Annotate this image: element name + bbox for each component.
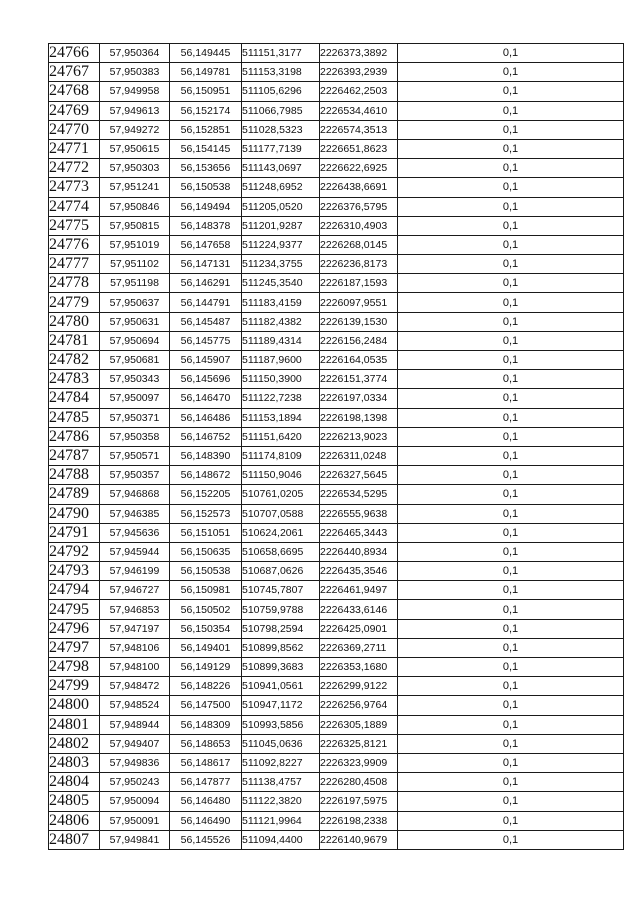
- latitude-cell: 57,950358: [100, 427, 170, 446]
- accuracy-cell: 0,1: [398, 619, 624, 638]
- x-coordinate-cell: 510761,0205: [242, 485, 320, 504]
- table-row: [49, 638, 624, 657]
- table-row: [49, 830, 624, 849]
- latitude-cell: 57,945636: [100, 523, 170, 542]
- x-coordinate-cell: 511121,9964: [242, 811, 320, 830]
- point-number-cell: 24768: [49, 82, 100, 101]
- y-coordinate-cell: 2226462,2503: [320, 82, 398, 101]
- x-coordinate-cell: 511183,4159: [242, 293, 320, 312]
- table-row: [49, 773, 624, 792]
- accuracy-cell: 0,1: [398, 427, 624, 446]
- latitude-cell: 57,950094: [100, 792, 170, 811]
- y-coordinate-cell: 2226433,6146: [320, 600, 398, 619]
- accuracy-cell: 0,1: [398, 753, 624, 772]
- y-coordinate-cell: 2226393,2939: [320, 63, 398, 82]
- accuracy-cell: 0,1: [398, 600, 624, 619]
- accuracy-cell: 0,1: [398, 351, 624, 370]
- y-coordinate-cell: 2226256,9764: [320, 696, 398, 715]
- accuracy-cell: 0,1: [398, 216, 624, 235]
- point-number-cell: 24801: [49, 715, 100, 734]
- accuracy-cell: 0,1: [398, 293, 624, 312]
- point-number-cell: 24787: [49, 446, 100, 465]
- point-number-cell: 24804: [49, 773, 100, 792]
- y-coordinate-cell: 2226440,8934: [320, 542, 398, 561]
- latitude-cell: 57,950343: [100, 370, 170, 389]
- accuracy-cell: 0,1: [398, 63, 624, 82]
- table-row: [49, 523, 624, 542]
- x-coordinate-cell: 511248,6952: [242, 178, 320, 197]
- longitude-cell: 56,152851: [170, 120, 242, 139]
- table-row: [49, 178, 624, 197]
- point-number-cell: 24779: [49, 293, 100, 312]
- y-coordinate-cell: 2226198,2338: [320, 811, 398, 830]
- accuracy-cell: 0,1: [398, 446, 624, 465]
- latitude-cell: 57,950615: [100, 139, 170, 158]
- latitude-cell: 57,946199: [100, 562, 170, 581]
- point-number-cell: 24783: [49, 370, 100, 389]
- accuracy-cell: 0,1: [398, 523, 624, 542]
- coordinates-table: [48, 43, 624, 850]
- latitude-cell: 57,949841: [100, 830, 170, 849]
- latitude-cell: 57,946727: [100, 581, 170, 600]
- table-row: [49, 331, 624, 350]
- y-coordinate-cell: 2226461,9497: [320, 581, 398, 600]
- x-coordinate-cell: 510993,5856: [242, 715, 320, 734]
- point-number-cell: 24780: [49, 312, 100, 331]
- point-number-cell: 24789: [49, 485, 100, 504]
- latitude-cell: 57,950243: [100, 773, 170, 792]
- longitude-cell: 56,148617: [170, 753, 242, 772]
- accuracy-cell: 0,1: [398, 44, 624, 63]
- longitude-cell: 56,147500: [170, 696, 242, 715]
- longitude-cell: 56,150354: [170, 619, 242, 638]
- point-number-cell: 24767: [49, 63, 100, 82]
- x-coordinate-cell: 511045,0636: [242, 734, 320, 753]
- latitude-cell: 57,950383: [100, 63, 170, 82]
- point-number-cell: 24800: [49, 696, 100, 715]
- latitude-cell: 57,945944: [100, 542, 170, 561]
- y-coordinate-cell: 2226311,0248: [320, 446, 398, 465]
- y-coordinate-cell: 2226305,1889: [320, 715, 398, 734]
- accuracy-cell: 0,1: [398, 504, 624, 523]
- x-coordinate-cell: 511174,8109: [242, 446, 320, 465]
- latitude-cell: 57,950631: [100, 312, 170, 331]
- y-coordinate-cell: 2226097,9551: [320, 293, 398, 312]
- point-number-cell: 24785: [49, 408, 100, 427]
- point-number-cell: 24774: [49, 197, 100, 216]
- x-coordinate-cell: 511234,3755: [242, 255, 320, 274]
- table-row: [49, 274, 624, 293]
- y-coordinate-cell: 2226197,0334: [320, 389, 398, 408]
- x-coordinate-cell: 510941,0561: [242, 677, 320, 696]
- table-row: [49, 120, 624, 139]
- x-coordinate-cell: 511245,3540: [242, 274, 320, 293]
- accuracy-cell: 0,1: [398, 830, 624, 849]
- latitude-cell: 57,948524: [100, 696, 170, 715]
- accuracy-cell: 0,1: [398, 581, 624, 600]
- x-coordinate-cell: 510658,6695: [242, 542, 320, 561]
- table-row: [49, 216, 624, 235]
- table-row: [49, 389, 624, 408]
- table-row: [49, 811, 624, 830]
- accuracy-cell: 0,1: [398, 389, 624, 408]
- y-coordinate-cell: 2226651,8623: [320, 139, 398, 158]
- latitude-cell: 57,950364: [100, 44, 170, 63]
- x-coordinate-cell: 510947,1172: [242, 696, 320, 715]
- x-coordinate-cell: 511150,3900: [242, 370, 320, 389]
- y-coordinate-cell: 2226435,3546: [320, 562, 398, 581]
- longitude-cell: 56,152205: [170, 485, 242, 504]
- longitude-cell: 56,146470: [170, 389, 242, 408]
- point-number-cell: 24794: [49, 581, 100, 600]
- accuracy-cell: 0,1: [398, 562, 624, 581]
- table-row: [49, 696, 624, 715]
- latitude-cell: 57,951241: [100, 178, 170, 197]
- point-number-cell: 24788: [49, 466, 100, 485]
- x-coordinate-cell: 511205,0520: [242, 197, 320, 216]
- x-coordinate-cell: 511122,7238: [242, 389, 320, 408]
- longitude-cell: 56,150502: [170, 600, 242, 619]
- latitude-cell: 57,948106: [100, 638, 170, 657]
- table-row: [49, 562, 624, 581]
- table-row: [49, 293, 624, 312]
- x-coordinate-cell: 511177,7139: [242, 139, 320, 158]
- latitude-cell: 57,950681: [100, 351, 170, 370]
- accuracy-cell: 0,1: [398, 485, 624, 504]
- table-row: [49, 600, 624, 619]
- longitude-cell: 56,148672: [170, 466, 242, 485]
- y-coordinate-cell: 2226534,5295: [320, 485, 398, 504]
- table-row: [49, 792, 624, 811]
- y-coordinate-cell: 2226310,4903: [320, 216, 398, 235]
- point-number-cell: 24807: [49, 830, 100, 849]
- point-number-cell: 24782: [49, 351, 100, 370]
- table-row: [49, 658, 624, 677]
- point-number-cell: 24797: [49, 638, 100, 657]
- longitude-cell: 56,145696: [170, 370, 242, 389]
- point-number-cell: 24778: [49, 274, 100, 293]
- latitude-cell: 57,946853: [100, 600, 170, 619]
- x-coordinate-cell: 510707,0588: [242, 504, 320, 523]
- point-number-cell: 24776: [49, 235, 100, 254]
- y-coordinate-cell: 2226187,1593: [320, 274, 398, 293]
- table-row: [49, 446, 624, 465]
- accuracy-cell: 0,1: [398, 178, 624, 197]
- x-coordinate-cell: 511094,4400: [242, 830, 320, 849]
- accuracy-cell: 0,1: [398, 120, 624, 139]
- y-coordinate-cell: 2226151,3774: [320, 370, 398, 389]
- y-coordinate-cell: 2226353,1680: [320, 658, 398, 677]
- y-coordinate-cell: 2226574,3513: [320, 120, 398, 139]
- latitude-cell: 57,950303: [100, 159, 170, 178]
- longitude-cell: 56,148390: [170, 446, 242, 465]
- point-number-cell: 24772: [49, 159, 100, 178]
- x-coordinate-cell: 510798,2594: [242, 619, 320, 638]
- accuracy-cell: 0,1: [398, 139, 624, 158]
- y-coordinate-cell: 2226268,0145: [320, 235, 398, 254]
- longitude-cell: 56,146291: [170, 274, 242, 293]
- latitude-cell: 57,951198: [100, 274, 170, 293]
- point-number-cell: 24781: [49, 331, 100, 350]
- point-number-cell: 24806: [49, 811, 100, 830]
- latitude-cell: 57,950371: [100, 408, 170, 427]
- longitude-cell: 56,150981: [170, 581, 242, 600]
- y-coordinate-cell: 2226425,0901: [320, 619, 398, 638]
- x-coordinate-cell: 511138,4757: [242, 773, 320, 792]
- accuracy-cell: 0,1: [398, 811, 624, 830]
- accuracy-cell: 0,1: [398, 715, 624, 734]
- point-number-cell: 24795: [49, 600, 100, 619]
- accuracy-cell: 0,1: [398, 197, 624, 216]
- latitude-cell: 57,949272: [100, 120, 170, 139]
- table-row: [49, 312, 624, 331]
- point-number-cell: 24784: [49, 389, 100, 408]
- table-row: [49, 408, 624, 427]
- table-row: [49, 427, 624, 446]
- longitude-cell: 56,149445: [170, 44, 242, 63]
- point-number-cell: 24770: [49, 120, 100, 139]
- accuracy-cell: 0,1: [398, 792, 624, 811]
- longitude-cell: 56,145775: [170, 331, 242, 350]
- table-row: [49, 159, 624, 178]
- table-row: [49, 351, 624, 370]
- latitude-cell: 57,950571: [100, 446, 170, 465]
- longitude-cell: 56,153656: [170, 159, 242, 178]
- point-number-cell: 24786: [49, 427, 100, 446]
- x-coordinate-cell: 511105,6296: [242, 82, 320, 101]
- point-number-cell: 24796: [49, 619, 100, 638]
- x-coordinate-cell: 511066,7985: [242, 101, 320, 120]
- y-coordinate-cell: 2226369,2711: [320, 638, 398, 657]
- point-number-cell: 24777: [49, 255, 100, 274]
- x-coordinate-cell: 511143,0697: [242, 159, 320, 178]
- y-coordinate-cell: 2226534,4610: [320, 101, 398, 120]
- table-row: [49, 715, 624, 734]
- point-number-cell: 24802: [49, 734, 100, 753]
- latitude-cell: 57,951102: [100, 255, 170, 274]
- table-row: [49, 370, 624, 389]
- longitude-cell: 56,145907: [170, 351, 242, 370]
- longitude-cell: 56,146752: [170, 427, 242, 446]
- longitude-cell: 56,151051: [170, 523, 242, 542]
- accuracy-cell: 0,1: [398, 101, 624, 120]
- point-number-cell: 24805: [49, 792, 100, 811]
- accuracy-cell: 0,1: [398, 312, 624, 331]
- point-number-cell: 24793: [49, 562, 100, 581]
- x-coordinate-cell: 510624,2061: [242, 523, 320, 542]
- x-coordinate-cell: 511150,9046: [242, 466, 320, 485]
- accuracy-cell: 0,1: [398, 696, 624, 715]
- longitude-cell: 56,148378: [170, 216, 242, 235]
- longitude-cell: 56,148653: [170, 734, 242, 753]
- longitude-cell: 56,147877: [170, 773, 242, 792]
- accuracy-cell: 0,1: [398, 331, 624, 350]
- y-coordinate-cell: 2226156,2484: [320, 331, 398, 350]
- point-number-cell: 24791: [49, 523, 100, 542]
- y-coordinate-cell: 2226280,4508: [320, 773, 398, 792]
- x-coordinate-cell: 511153,3198: [242, 63, 320, 82]
- longitude-cell: 56,149129: [170, 658, 242, 677]
- table-row: [49, 466, 624, 485]
- longitude-cell: 56,145526: [170, 830, 242, 849]
- latitude-cell: 57,946868: [100, 485, 170, 504]
- longitude-cell: 56,152573: [170, 504, 242, 523]
- latitude-cell: 57,950846: [100, 197, 170, 216]
- latitude-cell: 57,948944: [100, 715, 170, 734]
- y-coordinate-cell: 2226555,9638: [320, 504, 398, 523]
- y-coordinate-cell: 2226323,9909: [320, 753, 398, 772]
- table-row: [49, 63, 624, 82]
- latitude-cell: 57,950097: [100, 389, 170, 408]
- point-number-cell: 24775: [49, 216, 100, 235]
- table-row: [49, 197, 624, 216]
- latitude-cell: 57,949836: [100, 753, 170, 772]
- point-number-cell: 24766: [49, 44, 100, 63]
- longitude-cell: 56,148309: [170, 715, 242, 734]
- accuracy-cell: 0,1: [398, 235, 624, 254]
- table-row: [49, 677, 624, 696]
- accuracy-cell: 0,1: [398, 274, 624, 293]
- y-coordinate-cell: 2226236,8173: [320, 255, 398, 274]
- accuracy-cell: 0,1: [398, 542, 624, 561]
- table-row: [49, 542, 624, 561]
- x-coordinate-cell: 511151,3177: [242, 44, 320, 63]
- y-coordinate-cell: 2226299,9122: [320, 677, 398, 696]
- longitude-cell: 56,152174: [170, 101, 242, 120]
- x-coordinate-cell: 511224,9377: [242, 235, 320, 254]
- latitude-cell: 57,950815: [100, 216, 170, 235]
- x-coordinate-cell: 510899,8562: [242, 638, 320, 657]
- point-number-cell: 24798: [49, 658, 100, 677]
- x-coordinate-cell: 510759,9788: [242, 600, 320, 619]
- x-coordinate-cell: 511201,9287: [242, 216, 320, 235]
- x-coordinate-cell: 511122,3820: [242, 792, 320, 811]
- longitude-cell: 56,147658: [170, 235, 242, 254]
- x-coordinate-cell: 510745,7807: [242, 581, 320, 600]
- longitude-cell: 56,149494: [170, 197, 242, 216]
- latitude-cell: 57,950637: [100, 293, 170, 312]
- y-coordinate-cell: 2226164,0535: [320, 351, 398, 370]
- longitude-cell: 56,150951: [170, 82, 242, 101]
- latitude-cell: 57,950091: [100, 811, 170, 830]
- longitude-cell: 56,150635: [170, 542, 242, 561]
- latitude-cell: 57,946385: [100, 504, 170, 523]
- table-row: [49, 619, 624, 638]
- x-coordinate-cell: 511092,8227: [242, 753, 320, 772]
- latitude-cell: 57,950694: [100, 331, 170, 350]
- x-coordinate-cell: 511189,4314: [242, 331, 320, 350]
- x-coordinate-cell: 511187,9600: [242, 351, 320, 370]
- table-row: [49, 139, 624, 158]
- point-number-cell: 24769: [49, 101, 100, 120]
- coordinates-table-body: [49, 44, 624, 850]
- table-row: [49, 44, 624, 63]
- x-coordinate-cell: 511153,1894: [242, 408, 320, 427]
- longitude-cell: 56,150538: [170, 178, 242, 197]
- accuracy-cell: 0,1: [398, 773, 624, 792]
- accuracy-cell: 0,1: [398, 408, 624, 427]
- table-row: [49, 581, 624, 600]
- accuracy-cell: 0,1: [398, 658, 624, 677]
- y-coordinate-cell: 2226327,5645: [320, 466, 398, 485]
- latitude-cell: 57,950357: [100, 466, 170, 485]
- accuracy-cell: 0,1: [398, 255, 624, 274]
- table-row: [49, 235, 624, 254]
- longitude-cell: 56,146480: [170, 792, 242, 811]
- table-row: [49, 82, 624, 101]
- latitude-cell: 57,947197: [100, 619, 170, 638]
- y-coordinate-cell: 2226438,6691: [320, 178, 398, 197]
- table-row: [49, 485, 624, 504]
- longitude-cell: 56,146490: [170, 811, 242, 830]
- longitude-cell: 56,149781: [170, 63, 242, 82]
- latitude-cell: 57,948100: [100, 658, 170, 677]
- accuracy-cell: 0,1: [398, 159, 624, 178]
- point-number-cell: 24771: [49, 139, 100, 158]
- y-coordinate-cell: 2226198,1398: [320, 408, 398, 427]
- y-coordinate-cell: 2226376,5795: [320, 197, 398, 216]
- longitude-cell: 56,145487: [170, 312, 242, 331]
- y-coordinate-cell: 2226197,5975: [320, 792, 398, 811]
- table-row: [49, 255, 624, 274]
- latitude-cell: 57,949958: [100, 82, 170, 101]
- longitude-cell: 56,154145: [170, 139, 242, 158]
- y-coordinate-cell: 2226140,9679: [320, 830, 398, 849]
- table-row: [49, 504, 624, 523]
- accuracy-cell: 0,1: [398, 466, 624, 485]
- accuracy-cell: 0,1: [398, 677, 624, 696]
- y-coordinate-cell: 2226213,9023: [320, 427, 398, 446]
- point-number-cell: 24773: [49, 178, 100, 197]
- longitude-cell: 56,149401: [170, 638, 242, 657]
- accuracy-cell: 0,1: [398, 638, 624, 657]
- accuracy-cell: 0,1: [398, 734, 624, 753]
- table-row: [49, 101, 624, 120]
- point-number-cell: 24792: [49, 542, 100, 561]
- point-number-cell: 24799: [49, 677, 100, 696]
- latitude-cell: 57,949407: [100, 734, 170, 753]
- longitude-cell: 56,146486: [170, 408, 242, 427]
- point-number-cell: 24803: [49, 753, 100, 772]
- x-coordinate-cell: 511028,5323: [242, 120, 320, 139]
- accuracy-cell: 0,1: [398, 370, 624, 389]
- x-coordinate-cell: 510687,0626: [242, 562, 320, 581]
- table-row: [49, 734, 624, 753]
- y-coordinate-cell: 2226622,6925: [320, 159, 398, 178]
- table-row: [49, 753, 624, 772]
- x-coordinate-cell: 511151,6420: [242, 427, 320, 446]
- latitude-cell: 57,951019: [100, 235, 170, 254]
- point-number-cell: 24790: [49, 504, 100, 523]
- x-coordinate-cell: 511182,4382: [242, 312, 320, 331]
- y-coordinate-cell: 2226139,1530: [320, 312, 398, 331]
- y-coordinate-cell: 2226373,3892: [320, 44, 398, 63]
- longitude-cell: 56,147131: [170, 255, 242, 274]
- latitude-cell: 57,948472: [100, 677, 170, 696]
- longitude-cell: 56,148226: [170, 677, 242, 696]
- y-coordinate-cell: 2226465,3443: [320, 523, 398, 542]
- longitude-cell: 56,144791: [170, 293, 242, 312]
- accuracy-cell: 0,1: [398, 82, 624, 101]
- y-coordinate-cell: 2226325,8121: [320, 734, 398, 753]
- x-coordinate-cell: 510899,3683: [242, 658, 320, 677]
- longitude-cell: 56,150538: [170, 562, 242, 581]
- latitude-cell: 57,949613: [100, 101, 170, 120]
